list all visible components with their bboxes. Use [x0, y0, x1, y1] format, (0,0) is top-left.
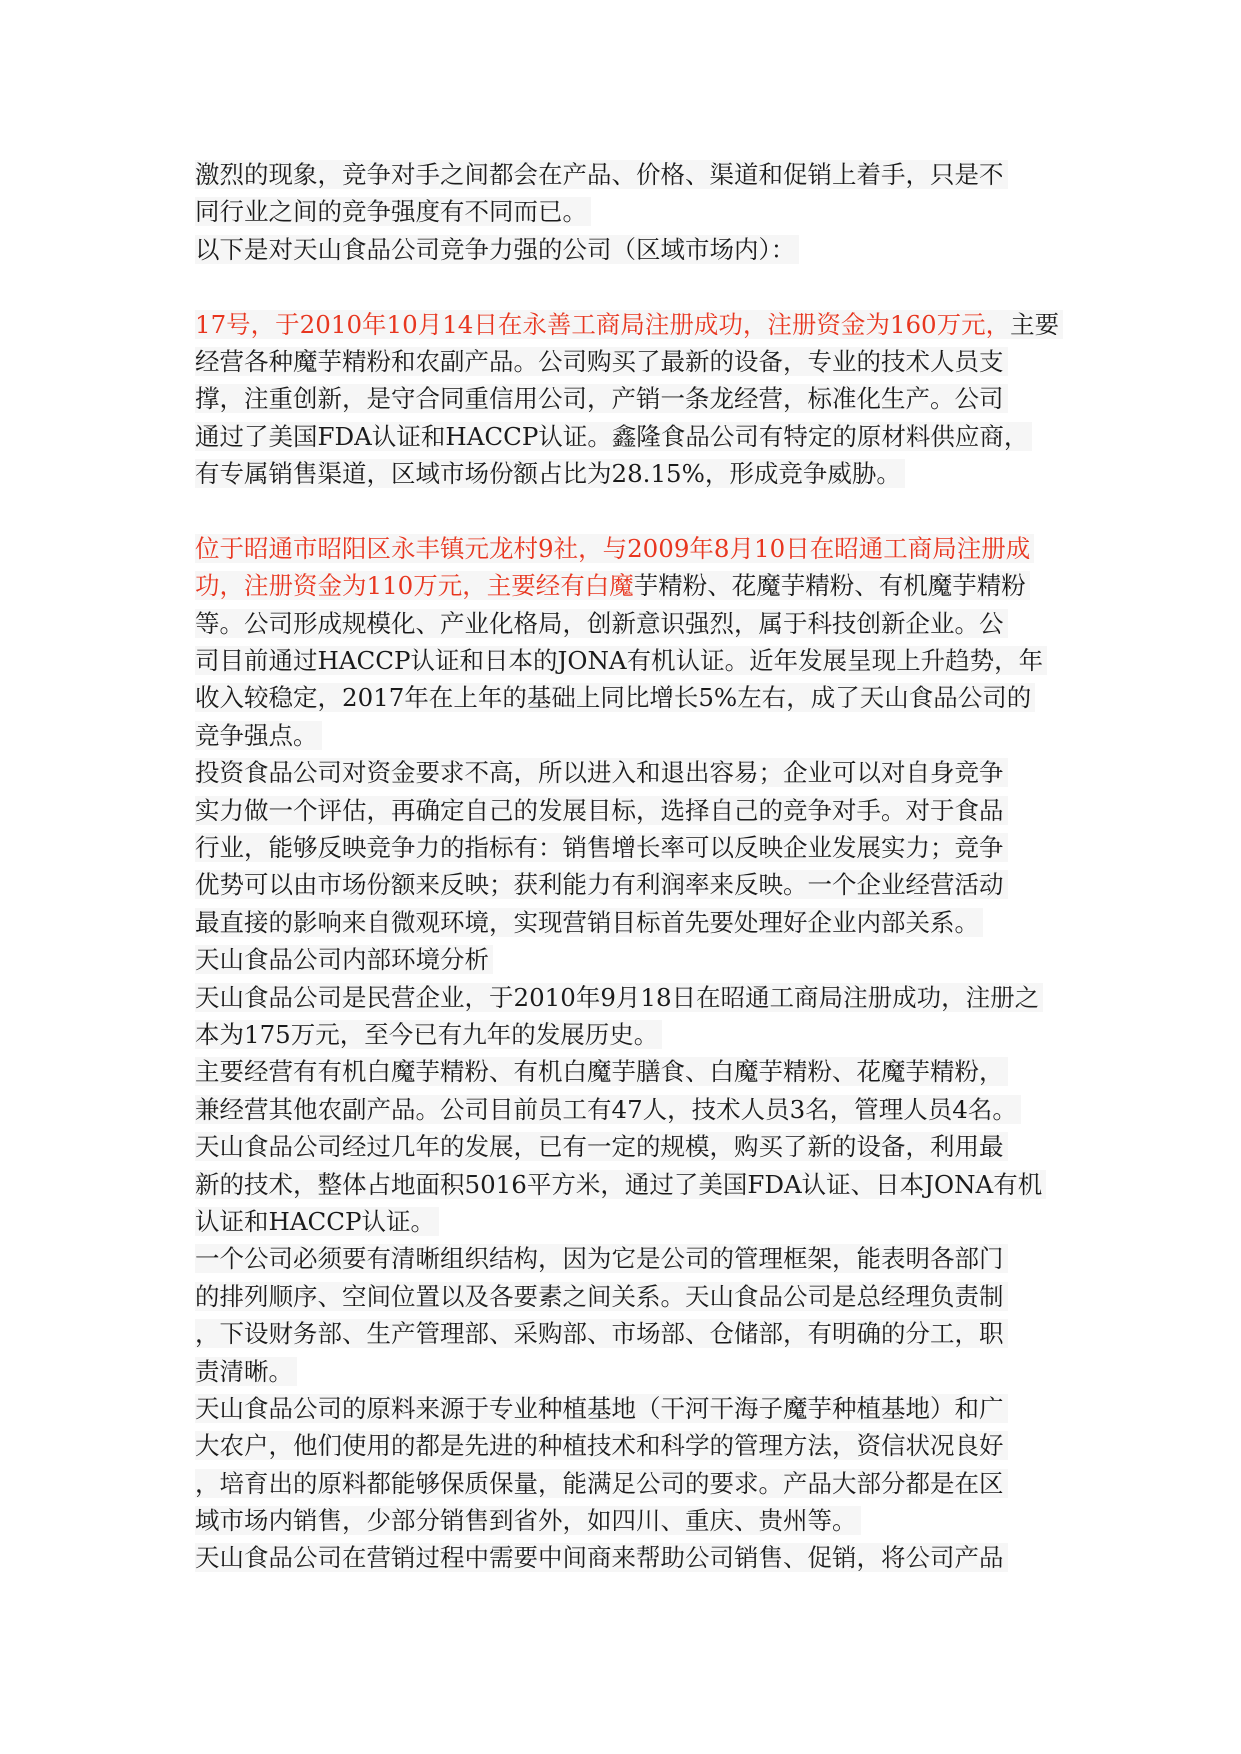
body-text: 撑，注重创新，是守合同重信用公司，产销一条龙经营，标准化生产。公司 [195, 384, 1004, 414]
text-line [195, 1166, 1055, 1203]
body-text: ，下设财务部、生产管理部、采购部、市场部、仓储部，有明确的分工，职 [195, 1319, 1004, 1349]
text-line-content [195, 534, 1034, 563]
text-line-content [195, 983, 1043, 1012]
body-text: 主要经营有有机白魔芋精粉、有机白魔芋膳食、白魔芋精粉、花魔芋精粉， [195, 1057, 1004, 1087]
body-text: 实力做一个评估，再确定自己的发展目标，选择自己的竞争对手。对于食品 [195, 795, 1004, 825]
text-line [195, 754, 1055, 791]
body-text: 天山食品公司内部环境分析 [195, 945, 489, 975]
text-line [195, 1315, 1055, 1352]
body-text: 新的技术，整体占地面积5016平方米，通过了美国FDA认证、日本JONA有机 [195, 1169, 1043, 1199]
body-text: 以下是对天山食品公司竞争力强的公司（区域市场内）： [195, 234, 796, 264]
text-line-content [195, 833, 1008, 862]
body-text: 大农户，他们使用的都是先进的种植技术和科学的管理方法，资信状况良好 [195, 1431, 1004, 1461]
body-text: 天山食品公司是民营企业，于2010年9月18日在昭通工商局注册成功，注册之 [195, 982, 1040, 1012]
text-line [195, 1203, 1055, 1240]
blank-line [195, 268, 1055, 305]
body-text: 天山食品公司在营销过程中需要中间商来帮助公司销售、促销，将公司产品 [195, 1543, 1004, 1573]
text-line [195, 1053, 1055, 1090]
blank-line [195, 493, 1055, 530]
text-line [195, 605, 1055, 642]
text-line [195, 829, 1055, 866]
text-line [195, 1390, 1055, 1427]
text-line-content [195, 310, 1063, 339]
text-line [195, 642, 1055, 679]
body-text: 通过了美国FDA认证和HACCP认证。鑫隆食品公司有特定的原材料供应商， [195, 421, 1029, 451]
body-text: 最直接的影响来自微观环境，实现营销目标首先要处理好企业内部关系。 [195, 907, 979, 937]
body-text: 兼经营其他农副产品。公司目前员工有47人，技术人员3名，管理人员4名。 [195, 1094, 1017, 1124]
text-line-content [195, 1431, 1008, 1460]
text-line [195, 306, 1060, 343]
text-line-content [195, 1207, 439, 1236]
body-text: 行业，能够反映竞争力的指标有：销售增长率可以反映企业发展实力；竞争 [195, 833, 1004, 863]
body-text: 收入较稳定，2017年在上年的基础上同比增长5%左右，成了天山食品公司的 [195, 683, 1032, 713]
text-line-content [195, 1057, 1008, 1086]
body-text: 域市场内销售，少部分销售到省外，如四川、重庆、贵州等。 [195, 1506, 857, 1536]
text-line [195, 792, 1055, 829]
body-text: 同行业之间的竞争强度有不同而已。 [195, 197, 587, 227]
body-text: 经营各种魔芋精粉和农副产品。公司购买了最新的设备，专业的技术人员支 [195, 346, 1004, 376]
text-line [195, 530, 1055, 567]
text-line [195, 156, 1055, 193]
body-text: 竞争强点。 [195, 720, 318, 750]
body-text: 主要 [1010, 309, 1060, 339]
highlighted-text: 位于昭通市昭阳区永丰镇元龙村9社，与2009年8月10日在昭通工商局注册成 [195, 533, 1031, 563]
text-line-content [195, 870, 1008, 899]
body-text: 天山食品公司经过几年的发展，已有一定的规模，购买了新的设备，利用最 [195, 1132, 1004, 1162]
body-text: 一个公司必须要有清晰组织结构，因为它是公司的管理框架，能表明各部门 [195, 1244, 1004, 1274]
body-text: 责清晰。 [195, 1356, 293, 1386]
text-line [195, 343, 1055, 380]
text-line [195, 231, 1055, 268]
body-text: 认证和HACCP认证。 [195, 1206, 436, 1236]
text-line-content [195, 1357, 297, 1386]
text-line-content [195, 1132, 1008, 1161]
body-text: 投资食品公司对资金要求不高，所以进入和退出容易；企业可以对自身竞争 [195, 758, 1004, 788]
text-line-content [195, 235, 799, 264]
text-line [195, 567, 1055, 604]
text-line [195, 1091, 1055, 1128]
body-text: 激烈的现象，竞争对手之间都会在产品、价格、渠道和促销上着手，只是不 [195, 160, 1004, 189]
text-line-content [195, 1394, 1008, 1423]
text-line [195, 979, 1055, 1016]
text-line [195, 904, 1055, 941]
text-line [195, 455, 1055, 492]
text-line [195, 193, 1055, 230]
body-text: 司目前通过HACCP认证和日本的JONA有机认证。近年发展呈现上升趋势，年 [195, 646, 1044, 676]
body-text: ，培育出的原料都能够保质保量，能满足公司的要求。产品大部分都是在区 [195, 1468, 1004, 1498]
text-line-content [195, 422, 1032, 451]
text-line [195, 717, 1055, 754]
body-text: 等。公司形成规模化、产业化格局，创新意识强烈，属于科技创新企业。公 [195, 608, 1004, 638]
text-line-content [195, 1244, 1008, 1273]
text-line-content [195, 384, 1008, 413]
text-line [195, 1278, 1055, 1315]
text-line-content [195, 197, 591, 226]
text-line [195, 1427, 1055, 1464]
text-line-content [195, 1020, 662, 1049]
text-line-content [195, 721, 322, 750]
text-line-content [195, 646, 1047, 675]
text-line [195, 1502, 1055, 1539]
text-line [195, 418, 1055, 455]
text-line-content [195, 347, 1008, 376]
text-line [195, 866, 1055, 903]
highlighted-text: 17号，于2010年10月14日在永善工商局注册成功，注册资金为160万元， [195, 309, 1011, 339]
text-line-content [195, 1319, 1008, 1348]
text-line-content [195, 1543, 1008, 1572]
body-text: 优势可以由市场份额来反映；获利能力有利润率来反映。一个企业经营活动 [195, 870, 1004, 900]
text-line-content [195, 609, 1008, 638]
text-line-content [195, 796, 1008, 825]
text-line [195, 380, 1055, 417]
text-line-content [195, 1506, 861, 1535]
body-text: 芋精粉、花魔芋精粉、有机魔芋精粉 [633, 571, 1026, 601]
text-line-content [195, 1282, 1008, 1311]
body-text: 天山食品公司的原料来源于专业种植基地（干河干海子魔芋种植基地）和广 [195, 1393, 1004, 1423]
text-line [195, 1353, 1055, 1390]
text-line [195, 679, 1055, 716]
document-page [195, 156, 1060, 1577]
text-line-content [195, 1095, 1021, 1124]
text-line [195, 1240, 1055, 1277]
text-line-content [195, 1170, 1046, 1199]
text-line-content [195, 160, 1008, 189]
text-line-content [195, 571, 1030, 600]
text-line [195, 941, 1055, 978]
text-line-content [195, 459, 905, 488]
text-line-content [195, 945, 493, 974]
text-line [195, 1016, 1055, 1053]
text-line-content [195, 908, 983, 937]
text-line-content [195, 1469, 1008, 1498]
text-line [195, 1539, 1055, 1576]
text-line [195, 1465, 1055, 1502]
body-text: 本为175万元，至今已有九年的发展历史。 [195, 1019, 659, 1049]
highlighted-text: 功，注册资金为110万元，主要经有白魔 [195, 571, 634, 601]
body-text: 有专属销售渠道，区域市场份额占比为28.15%，形成竞争威胁。 [195, 459, 901, 489]
text-line-content [195, 683, 1035, 712]
text-line [195, 1128, 1055, 1165]
text-line-content [195, 758, 1008, 787]
body-text: 的排列顺序、空间位置以及各要素之间关系。天山食品公司是总经理负责制 [195, 1281, 1004, 1311]
